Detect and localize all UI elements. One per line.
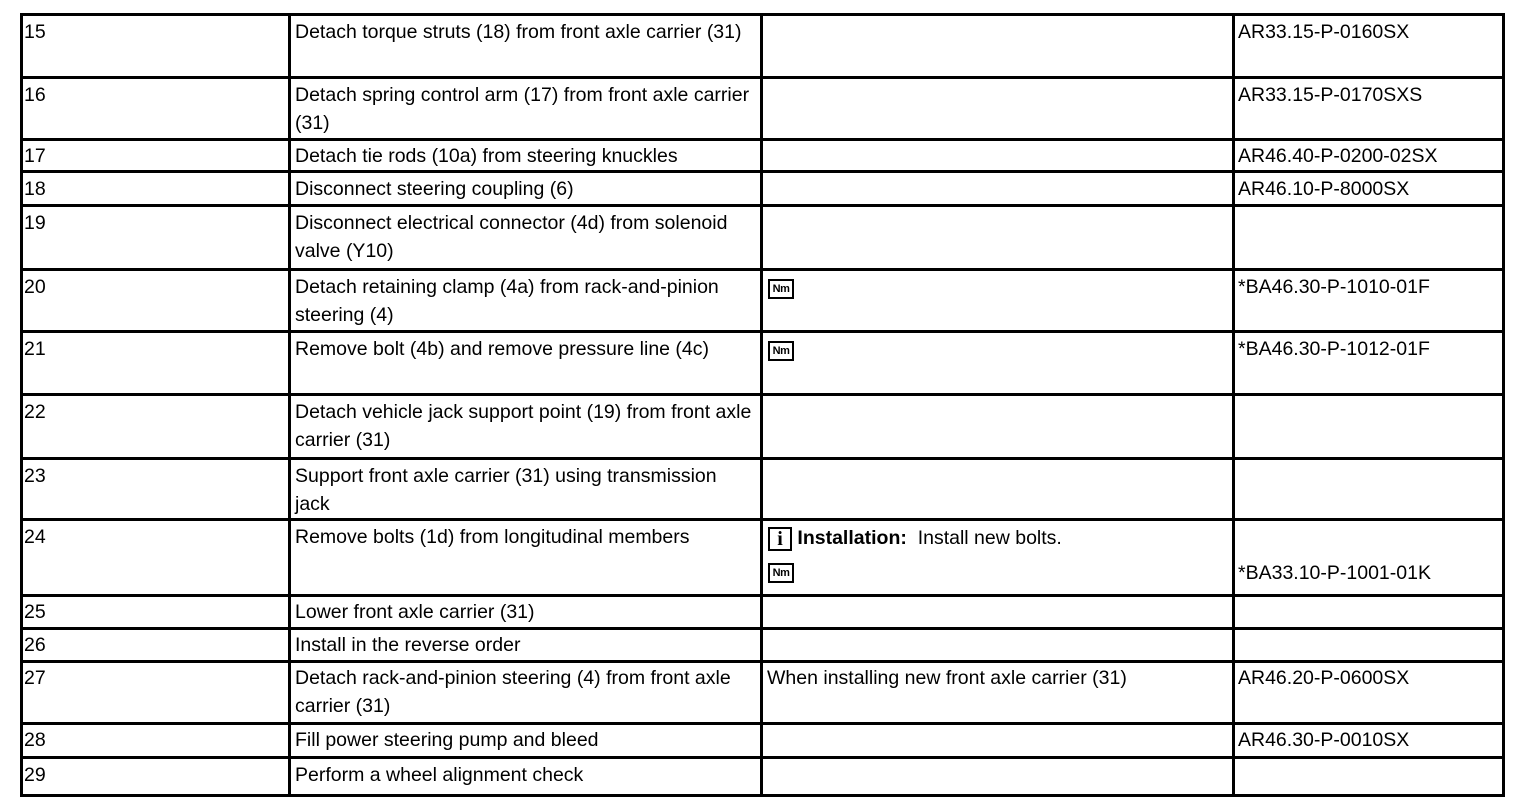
column-divider bbox=[288, 13, 291, 797]
operation-text: Remove bolt (4b) and remove pressure line (4c) bbox=[295, 338, 710, 360]
step-number: 21 bbox=[24, 338, 46, 360]
torque-spec[interactable] bbox=[768, 336, 808, 364]
operation-text: Fill power steering pump and bleed bbox=[295, 729, 599, 751]
column-divider bbox=[1502, 13, 1505, 797]
torque-spec[interactable] bbox=[768, 274, 808, 302]
torque-nm-icon[interactable]: Nm bbox=[768, 563, 794, 583]
operation-text: Install in the reverse order bbox=[295, 634, 521, 656]
note-text: When installing new front axle carrier (31) bbox=[767, 667, 1127, 689]
reference-code: AR46.10-P-8000SX bbox=[1238, 178, 1410, 200]
operation-text: Detach tie rods (10a) from steering knuckles bbox=[295, 145, 678, 167]
step-number: 15 bbox=[24, 21, 46, 43]
step-number: 25 bbox=[24, 601, 46, 623]
reference-code: *BA33.10-P-1001-01K bbox=[1238, 562, 1431, 584]
step-number: 27 bbox=[24, 667, 46, 689]
operation-text: Detach retaining clamp (4a) from rack-and-pinion steering (4) bbox=[295, 276, 719, 326]
column-divider bbox=[20, 13, 23, 797]
torque-spec[interactable] bbox=[768, 558, 808, 586]
reference-code: AR46.40-P-0200-02SX bbox=[1238, 145, 1438, 167]
reference-code: AR46.30-P-0010SX bbox=[1238, 729, 1410, 751]
info-icon[interactable]: i bbox=[768, 527, 792, 551]
step-number: 16 bbox=[24, 84, 46, 106]
operation-text: Detach rack-and-pinion steering (4) from front axle carrier (31) bbox=[295, 667, 731, 717]
reference-code: AR33.15-P-0160SX bbox=[1238, 21, 1410, 43]
step-number: 23 bbox=[24, 465, 46, 487]
operation-text: Remove bolts (1d) from longitudinal members bbox=[295, 526, 690, 548]
torque-nm-icon[interactable]: Nm bbox=[768, 279, 794, 299]
operation-text: Lower front axle carrier (31) bbox=[295, 601, 535, 623]
column-divider bbox=[760, 13, 763, 797]
operation-text: Detach torque struts (18) from front axle carrier (31) bbox=[295, 21, 742, 43]
step-number: 18 bbox=[24, 178, 46, 200]
reference-code: *BA46.30-P-1010-01F bbox=[1238, 276, 1430, 298]
torque-nm-icon[interactable]: Nm bbox=[768, 341, 794, 361]
installation-text: Install new bolts. bbox=[917, 527, 1062, 549]
operation-text: Disconnect steering coupling (6) bbox=[295, 178, 574, 200]
reference-code: *BA46.30-P-1012-01F bbox=[1238, 338, 1430, 360]
step-number: 20 bbox=[24, 276, 46, 298]
operation-text: Perform a wheel alignment check bbox=[295, 764, 584, 786]
operation-text: Detach spring control arm (17) from front axle carrier (31) bbox=[295, 84, 750, 134]
operation-text: Detach vehicle jack support point (19) from front axle carrier (31) bbox=[295, 401, 752, 451]
step-number: 24 bbox=[24, 526, 46, 548]
step-number: 17 bbox=[24, 145, 46, 167]
installation-note bbox=[768, 524, 1228, 552]
reference-code: AR33.15-P-0170SXS bbox=[1238, 84, 1423, 106]
operation-text: Disconnect electrical connector (4d) from solenoid valve (Y10) bbox=[295, 212, 728, 262]
installation-label: Installation: bbox=[797, 527, 907, 549]
operation-text: Support front axle carrier (31) using transmission jack bbox=[295, 465, 717, 515]
step-number: 26 bbox=[24, 634, 46, 656]
step-number: 19 bbox=[24, 212, 46, 234]
step-number: 29 bbox=[24, 764, 46, 786]
reference-code: AR46.20-P-0600SX bbox=[1238, 667, 1410, 689]
step-number: 28 bbox=[24, 729, 46, 751]
step-number: 22 bbox=[24, 401, 46, 423]
column-divider bbox=[1232, 13, 1235, 797]
